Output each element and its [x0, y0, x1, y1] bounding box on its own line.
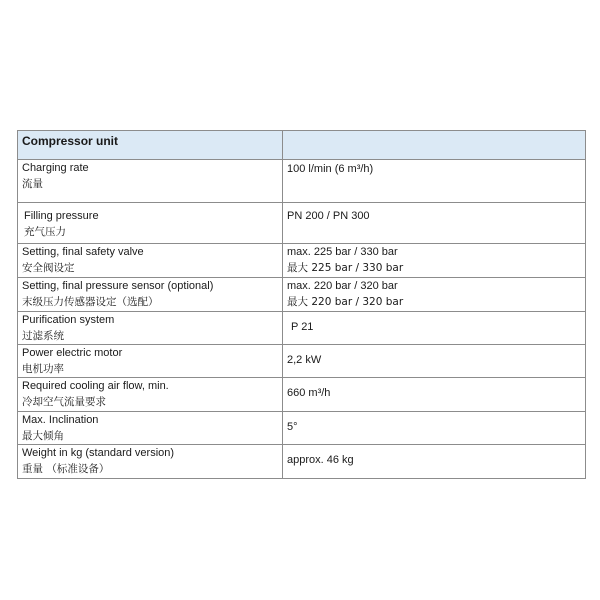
row-value: P 21: [291, 321, 314, 333]
row-value-cell: [283, 378, 586, 412]
row-value-cell: [283, 412, 586, 445]
table-row: [18, 244, 586, 278]
table-row: [18, 312, 586, 345]
row-label-en: Purification system: [22, 314, 115, 326]
row-label-en: Power electric motor: [22, 347, 123, 359]
row-value-cell: [283, 203, 586, 244]
row-value: 100 l/min (6 m³/h): [287, 163, 374, 175]
row-label-cell: [18, 345, 283, 378]
row-value: 2,2 kW: [287, 354, 322, 366]
row-label-en: Weight in kg (standard version): [22, 447, 175, 459]
row-label-zh: 末级压力传感器设定（选配）: [22, 296, 159, 308]
row-value-cell: [283, 244, 586, 278]
row-label-cell: [18, 412, 283, 445]
table-row: [18, 412, 586, 445]
row-label-cell: [18, 378, 283, 412]
table-row: [18, 445, 586, 479]
row-label-en: Filling pressure: [24, 210, 99, 222]
row-label-en: Charging rate: [22, 162, 89, 174]
row-label-zh: 安全阀设定: [22, 262, 75, 274]
table-title: Compressor unit: [22, 134, 119, 148]
row-label-zh: 过滤系统: [22, 330, 64, 342]
row-value: 5°: [287, 421, 298, 433]
row-value-cell: [283, 345, 586, 378]
row-value-cell: [283, 160, 586, 203]
table-row: [18, 345, 586, 378]
row-value-cell: [283, 312, 586, 345]
row-value: approx. 46 kg: [287, 454, 354, 466]
header-empty-cell: [283, 131, 586, 160]
row-label-en: Max. Inclination: [22, 414, 99, 426]
spec-table: [17, 130, 586, 479]
row-label-en: Required cooling air flow, min.: [22, 380, 169, 392]
table-row: [18, 203, 586, 244]
row-label-cell: [18, 244, 283, 278]
row-label-cell: [18, 203, 283, 244]
row-value: 660 m³/h: [287, 387, 331, 399]
table-header-row: [18, 131, 586, 160]
row-label-zh: 充气压力: [24, 226, 66, 238]
row-label-cell: [18, 312, 283, 345]
table-row: [18, 278, 586, 312]
row-label-cell: [18, 445, 283, 479]
header-title-cell: [18, 131, 283, 160]
row-value-line-1: max. 225 bar / 330 bar: [287, 246, 398, 258]
row-label-zh: 电机功率: [22, 363, 64, 375]
row-label-zh: 最大倾角: [22, 430, 64, 442]
row-value-line-2: 最大 220 bar / 320 bar: [287, 296, 404, 308]
row-label-en: Setting, final pressure sensor (optional): [22, 280, 214, 292]
row-value-cell: [283, 278, 586, 312]
row-value-line-2: 最大 225 bar / 330 bar: [287, 262, 404, 274]
row-label-en: Setting, final safety valve: [22, 246, 144, 258]
table-row: [18, 160, 586, 203]
row-value-cell: [283, 445, 586, 479]
table-row: [18, 378, 586, 412]
row-value: PN 200 / PN 300: [287, 210, 370, 222]
row-label-cell: [18, 160, 283, 203]
row-label-zh: 流量: [22, 178, 43, 190]
row-label-cell: [18, 278, 283, 312]
row-label-zh: 冷却空气流量要求: [22, 396, 106, 408]
row-value-line-1: max. 220 bar / 320 bar: [287, 280, 398, 292]
row-label-zh: 重量 （标准设备）: [22, 463, 110, 475]
